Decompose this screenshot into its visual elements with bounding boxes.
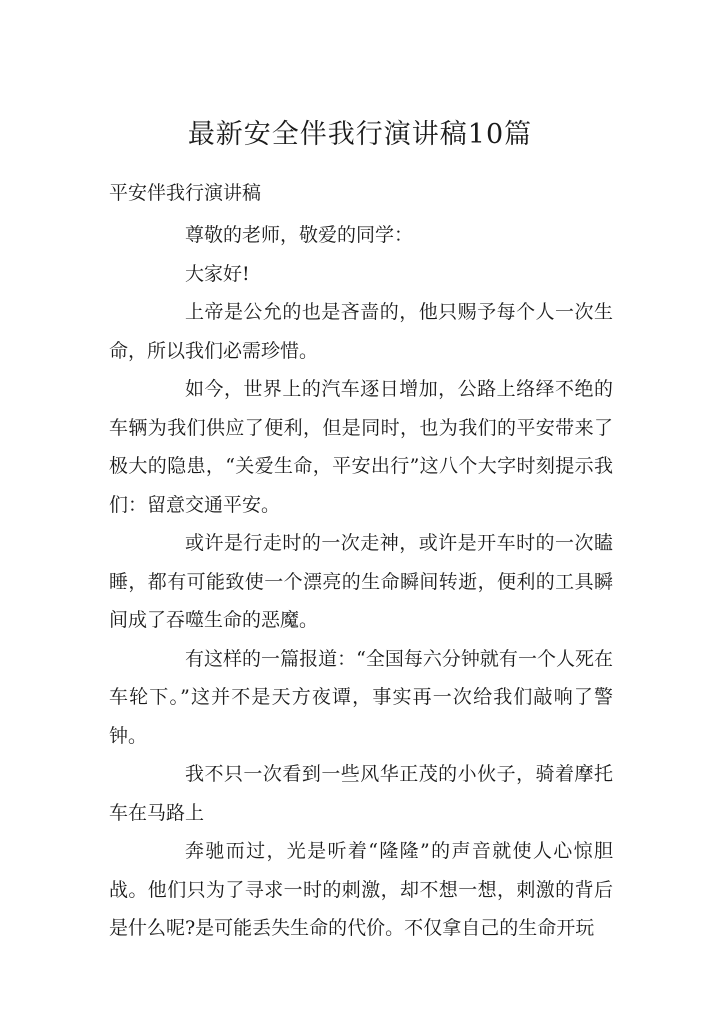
document-title: 最新安全伴我行演讲稿10篇 xyxy=(187,119,533,150)
paragraph: 上帝是公允的也是吝啬的，他只赐予每个人一次生命，所以我们必需珍惜。 xyxy=(109,301,613,362)
document-subtitle: 平安伴我行演讲稿 xyxy=(109,182,262,204)
paragraph-greeting: 尊敬的老师，敬爱的同学： xyxy=(185,224,414,246)
paragraph: 如今，世界上的汽车逐日增加，公路上络绎不绝的车辆为我们供应了便利，但是同时，也为我们的平安带来了极大的隐患，“关爱生命，平安出行”这八个大字时刻提示我们：留意交通平安。 xyxy=(109,378,613,516)
paragraph: 有这样的一篇报道：“全国每六分钟就有一个人死在车轮下。”这并不是天方夜谭，事实再一次给我们敲响了警钟。 xyxy=(109,647,613,747)
paragraph: 我不只一次看到一些风华正茂的小伙子，骑着摩托车在马路上 xyxy=(109,763,613,824)
document-body xyxy=(109,216,613,948)
paragraph-salutation: 大家好! xyxy=(185,262,250,285)
paragraph: 或许是行走时的一次走神，或许是开车时的一次瞌睡，都有可能致使一个漂亮的生命瞬间转逝，便利的工具瞬间成了吞噬生命的恶魔。 xyxy=(109,532,613,631)
paragraph: 奔驰而过，光是听着“隆隆”的声音就使人心惊胆战。他们只为了寻求一时的刺激，却不想一想，刺激的背后是什么呢?是可能丢失生命的代价。不仅拿自己的生命开玩 xyxy=(109,840,613,939)
